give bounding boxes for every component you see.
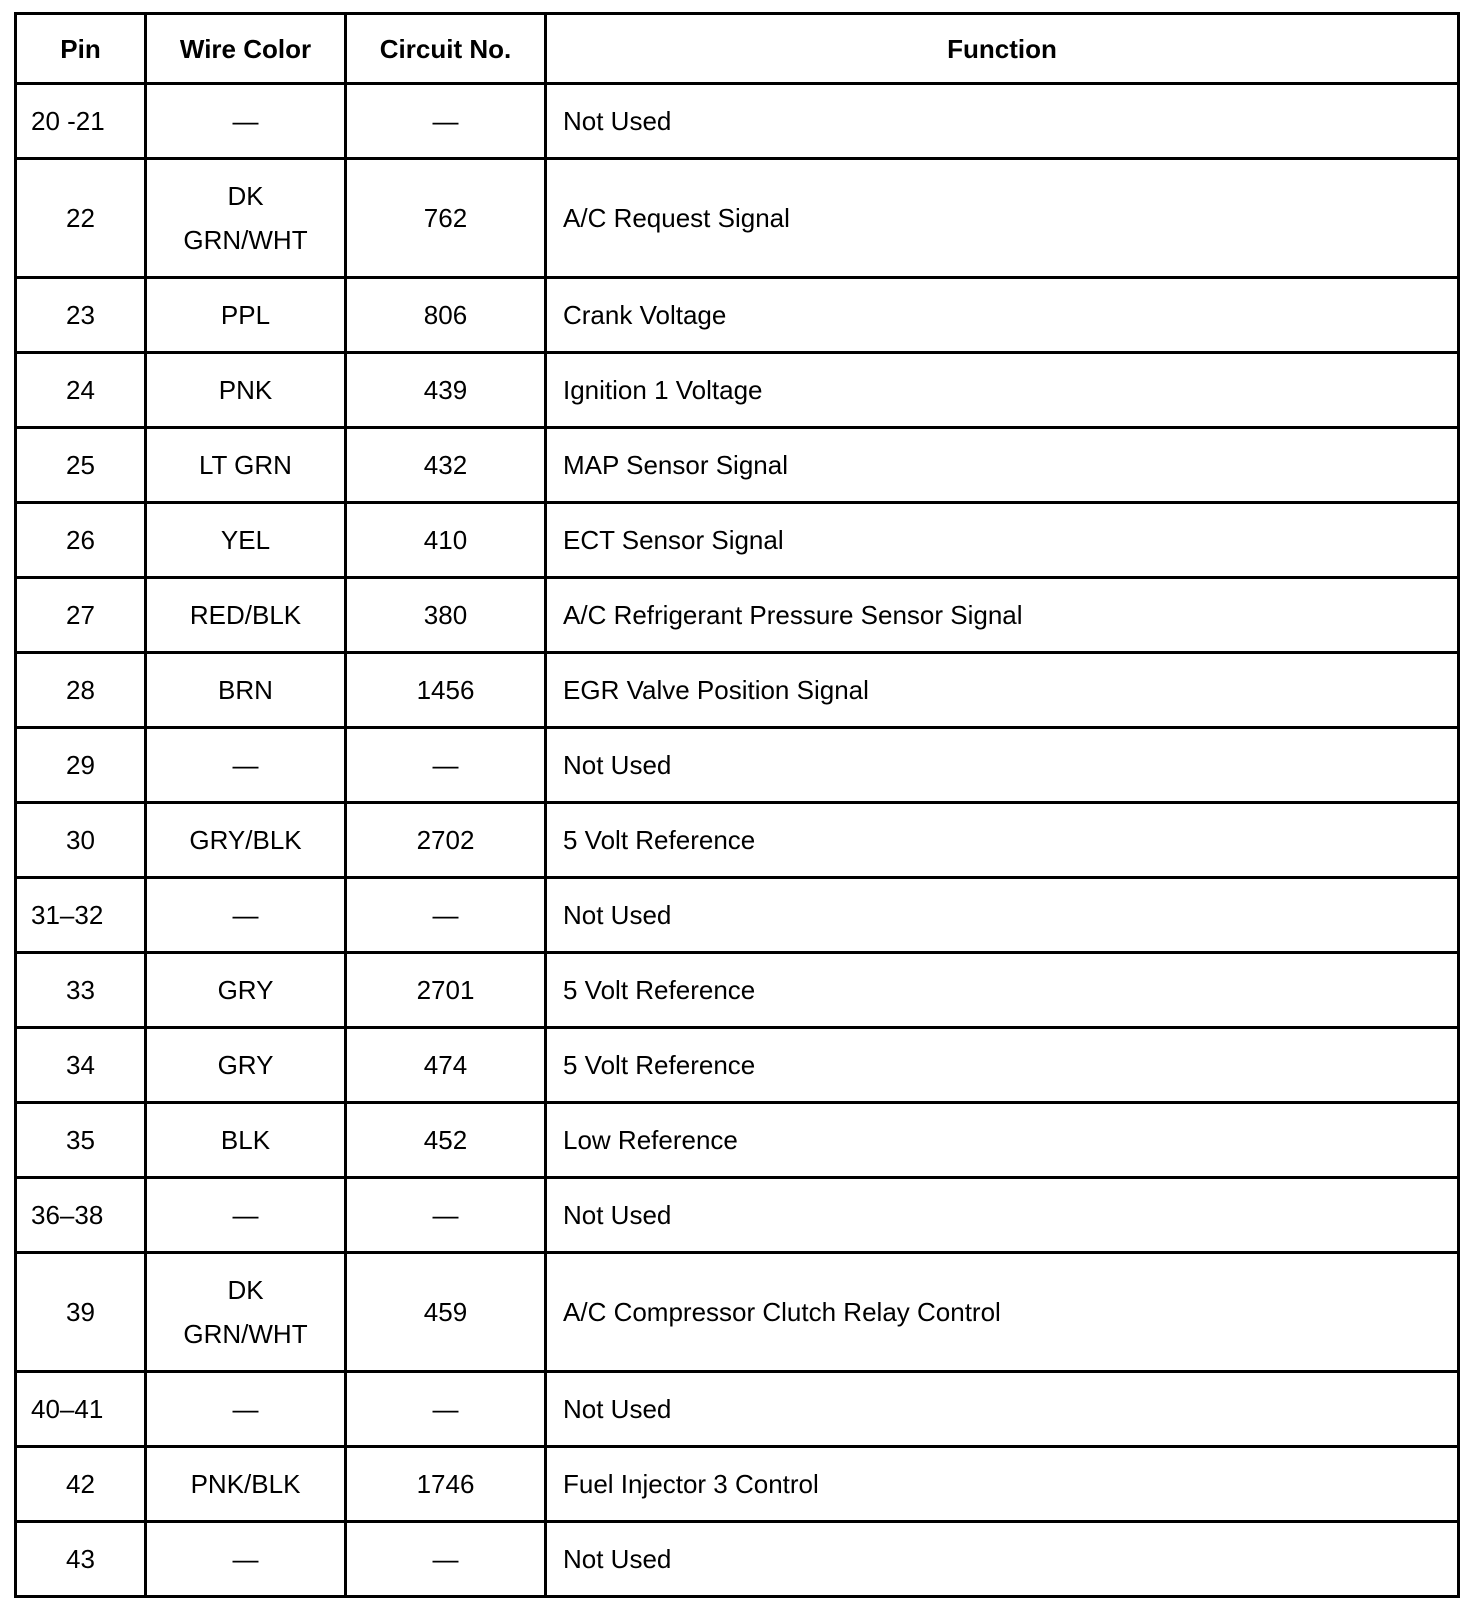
wire-color-cell [146, 353, 346, 428]
function-cell: Not Used [546, 1178, 1459, 1253]
pin-cell: 22 [16, 159, 146, 278]
pin-cell: 35 [16, 1103, 146, 1178]
function-cell: Ignition 1 Voltage [546, 353, 1459, 428]
connector-pinout-table [14, 12, 1460, 1598]
function-cell: Not Used [546, 728, 1459, 803]
circuit-no-cell: 452 [346, 1103, 546, 1178]
pin-cell: 43 [16, 1522, 146, 1597]
table-body [16, 84, 1459, 1597]
wire-color-text: — [232, 750, 259, 780]
circuit-no-cell: 432 [346, 428, 546, 503]
wire-color-text: GRY [217, 1050, 274, 1080]
wire-color-text: GRN/WHT [183, 225, 308, 255]
wire-color-cell [146, 653, 346, 728]
pin-cell: 25 [16, 428, 146, 503]
function-cell: ECT Sensor Signal [546, 503, 1459, 578]
function-cell: MAP Sensor Signal [546, 428, 1459, 503]
wire-color-text: DK [227, 181, 264, 211]
table-row [16, 803, 1459, 878]
table-row [16, 159, 1459, 278]
wire-color-text: PPL [220, 300, 271, 330]
pin-cell: 27 [16, 578, 146, 653]
circuit-no-cell: 380 [346, 578, 546, 653]
table-row [16, 728, 1459, 803]
wire-color-cell [146, 1028, 346, 1103]
function-cell: 5 Volt Reference [546, 953, 1459, 1028]
header-wire-color: Wire Color [146, 14, 346, 84]
pin-cell: 26 [16, 503, 146, 578]
pin-cell: 39 [16, 1253, 146, 1372]
circuit-no-cell: — [346, 1372, 546, 1447]
pin-cell: 23 [16, 278, 146, 353]
pin-cell: 40–41 [16, 1372, 146, 1447]
circuit-no-cell: 459 [346, 1253, 546, 1372]
header-function: Function [546, 14, 1459, 84]
table-row [16, 1372, 1459, 1447]
function-cell: Fuel Injector 3 Control [546, 1447, 1459, 1522]
header-pin: Pin [16, 14, 146, 84]
function-cell: A/C Request Signal [546, 159, 1459, 278]
table-row [16, 1028, 1459, 1103]
circuit-no-cell: 1456 [346, 653, 546, 728]
wire-color-cell [146, 578, 346, 653]
wire-color-cell [146, 503, 346, 578]
wire-color-text: LT GRN [199, 450, 292, 480]
function-cell: Low Reference [546, 1103, 1459, 1178]
wire-color-text: — [232, 1200, 259, 1230]
wire-color-cell [146, 953, 346, 1028]
wire-color-cell [146, 1372, 346, 1447]
table-row [16, 278, 1459, 353]
wire-color-cell [146, 1447, 346, 1522]
circuit-no-cell: 2702 [346, 803, 546, 878]
function-cell: 5 Volt Reference [546, 1028, 1459, 1103]
table-row [16, 1178, 1459, 1253]
table-row [16, 653, 1459, 728]
pin-cell: 24 [16, 353, 146, 428]
wire-color-cell [146, 84, 346, 159]
table-row [16, 878, 1459, 953]
function-cell: Not Used [546, 1522, 1459, 1597]
wire-color-cell [146, 278, 346, 353]
header-row [16, 14, 1459, 84]
table-row [16, 953, 1459, 1028]
pin-cell: 36–38 [16, 1178, 146, 1253]
table-row [16, 1103, 1459, 1178]
table-row [16, 428, 1459, 503]
circuit-no-cell: 474 [346, 1028, 546, 1103]
wire-color-text: GRY/BLK [189, 825, 302, 855]
function-cell: A/C Refrigerant Pressure Sensor Signal [546, 578, 1459, 653]
wire-color-text: YEL [220, 525, 271, 555]
circuit-no-cell: — [346, 84, 546, 159]
table-row [16, 1253, 1459, 1372]
pin-cell: 29 [16, 728, 146, 803]
circuit-no-cell: — [346, 878, 546, 953]
pin-cell: 34 [16, 1028, 146, 1103]
wire-color-text: BLK [220, 1125, 271, 1155]
wire-color-cell [146, 803, 346, 878]
circuit-no-cell: 2701 [346, 953, 546, 1028]
circuit-no-cell: — [346, 1522, 546, 1597]
wire-color-cell [146, 1178, 346, 1253]
pin-cell: 28 [16, 653, 146, 728]
function-cell: Not Used [546, 878, 1459, 953]
table-row [16, 1522, 1459, 1597]
circuit-no-cell: 806 [346, 278, 546, 353]
pin-cell: 33 [16, 953, 146, 1028]
header-circuit-no: Circuit No. [346, 14, 546, 84]
pin-cell: 20 -21 [16, 84, 146, 159]
function-cell: 5 Volt Reference [546, 803, 1459, 878]
wire-color-text: RED/BLK [189, 600, 302, 630]
circuit-no-cell: — [346, 728, 546, 803]
wire-color-text: — [232, 1544, 259, 1574]
wire-color-text: PNK [218, 375, 273, 405]
pin-cell: 31–32 [16, 878, 146, 953]
wire-color-cell [146, 1103, 346, 1178]
circuit-no-cell: — [346, 1178, 546, 1253]
table-row [16, 1447, 1459, 1522]
wire-color-text: — [232, 106, 259, 136]
function-cell: Crank Voltage [546, 278, 1459, 353]
circuit-no-cell: 1746 [346, 1447, 546, 1522]
table-row [16, 353, 1459, 428]
wire-color-cell [146, 159, 346, 278]
wire-color-text: DK [227, 1275, 264, 1305]
wire-color-text: — [232, 1394, 259, 1424]
function-cell: EGR Valve Position Signal [546, 653, 1459, 728]
wire-color-text: — [232, 900, 259, 930]
circuit-no-cell: 439 [346, 353, 546, 428]
table-row [16, 84, 1459, 159]
table-row [16, 578, 1459, 653]
wire-color-text: GRN/WHT [183, 1319, 308, 1349]
pin-cell: 30 [16, 803, 146, 878]
wire-color-cell [146, 728, 346, 803]
wire-color-cell [146, 878, 346, 953]
table-row [16, 503, 1459, 578]
wire-color-cell [146, 1522, 346, 1597]
wire-color-text: GRY [217, 975, 274, 1005]
function-cell: Not Used [546, 1372, 1459, 1447]
function-cell: A/C Compressor Clutch Relay Control [546, 1253, 1459, 1372]
pin-cell: 42 [16, 1447, 146, 1522]
circuit-no-cell: 762 [346, 159, 546, 278]
wire-color-cell [146, 428, 346, 503]
circuit-no-cell: 410 [346, 503, 546, 578]
wire-color-cell [146, 1253, 346, 1372]
function-cell: Not Used [546, 84, 1459, 159]
wire-color-text: BRN [218, 675, 273, 705]
wire-color-text: PNK/BLK [190, 1469, 301, 1499]
